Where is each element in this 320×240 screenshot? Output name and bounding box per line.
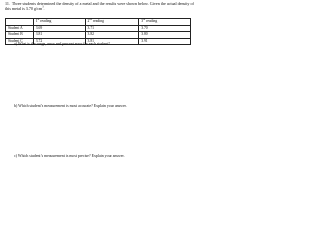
table-cell: 3.80: [139, 32, 191, 39]
table-cell: 3.70: [139, 25, 191, 32]
table-cell: 3.81: [85, 38, 139, 45]
table-header-row: [6, 19, 191, 26]
question-text: Three students determined the density of a metal and the results were shown below. Given the actual density of this metal is 3.70 g/cm: [5, 1, 194, 12]
row-label: Student C: [6, 38, 34, 45]
header-2nd-reading: 2nd reading: [85, 19, 139, 26]
question-number: 11.: [5, 1, 10, 6]
header-3rd-reading: 3rd reading: [139, 19, 191, 26]
table-row: [6, 32, 191, 39]
table-cell: 3.82: [85, 32, 139, 39]
header-1st-reading: 1st reading: [33, 19, 85, 26]
table-cell: 3.91: [139, 38, 191, 45]
table-corner-cell: [6, 19, 34, 26]
row-label: Student A: [6, 25, 34, 32]
question-text-end: .: [43, 6, 45, 12]
part-b-prompt: b) Which student’s measurement is most accurate? Explain your answer.: [14, 104, 127, 108]
table-cell: 3.69: [33, 25, 85, 32]
question-stem: [5, 1, 195, 12]
part-a-prompt: a) What is the range, error and percent error for each student?: [14, 42, 110, 46]
row-label: Student B: [6, 32, 34, 39]
table-row: [6, 25, 191, 32]
part-c-prompt: c) Which student’s measurement is most precise? Explain your answer.: [14, 154, 125, 158]
table-cell: 3.81: [33, 32, 85, 39]
unit-superscript: 3: [42, 6, 44, 10]
table-cell: 3.72: [33, 38, 85, 45]
table-cell: 3.71: [85, 25, 139, 32]
